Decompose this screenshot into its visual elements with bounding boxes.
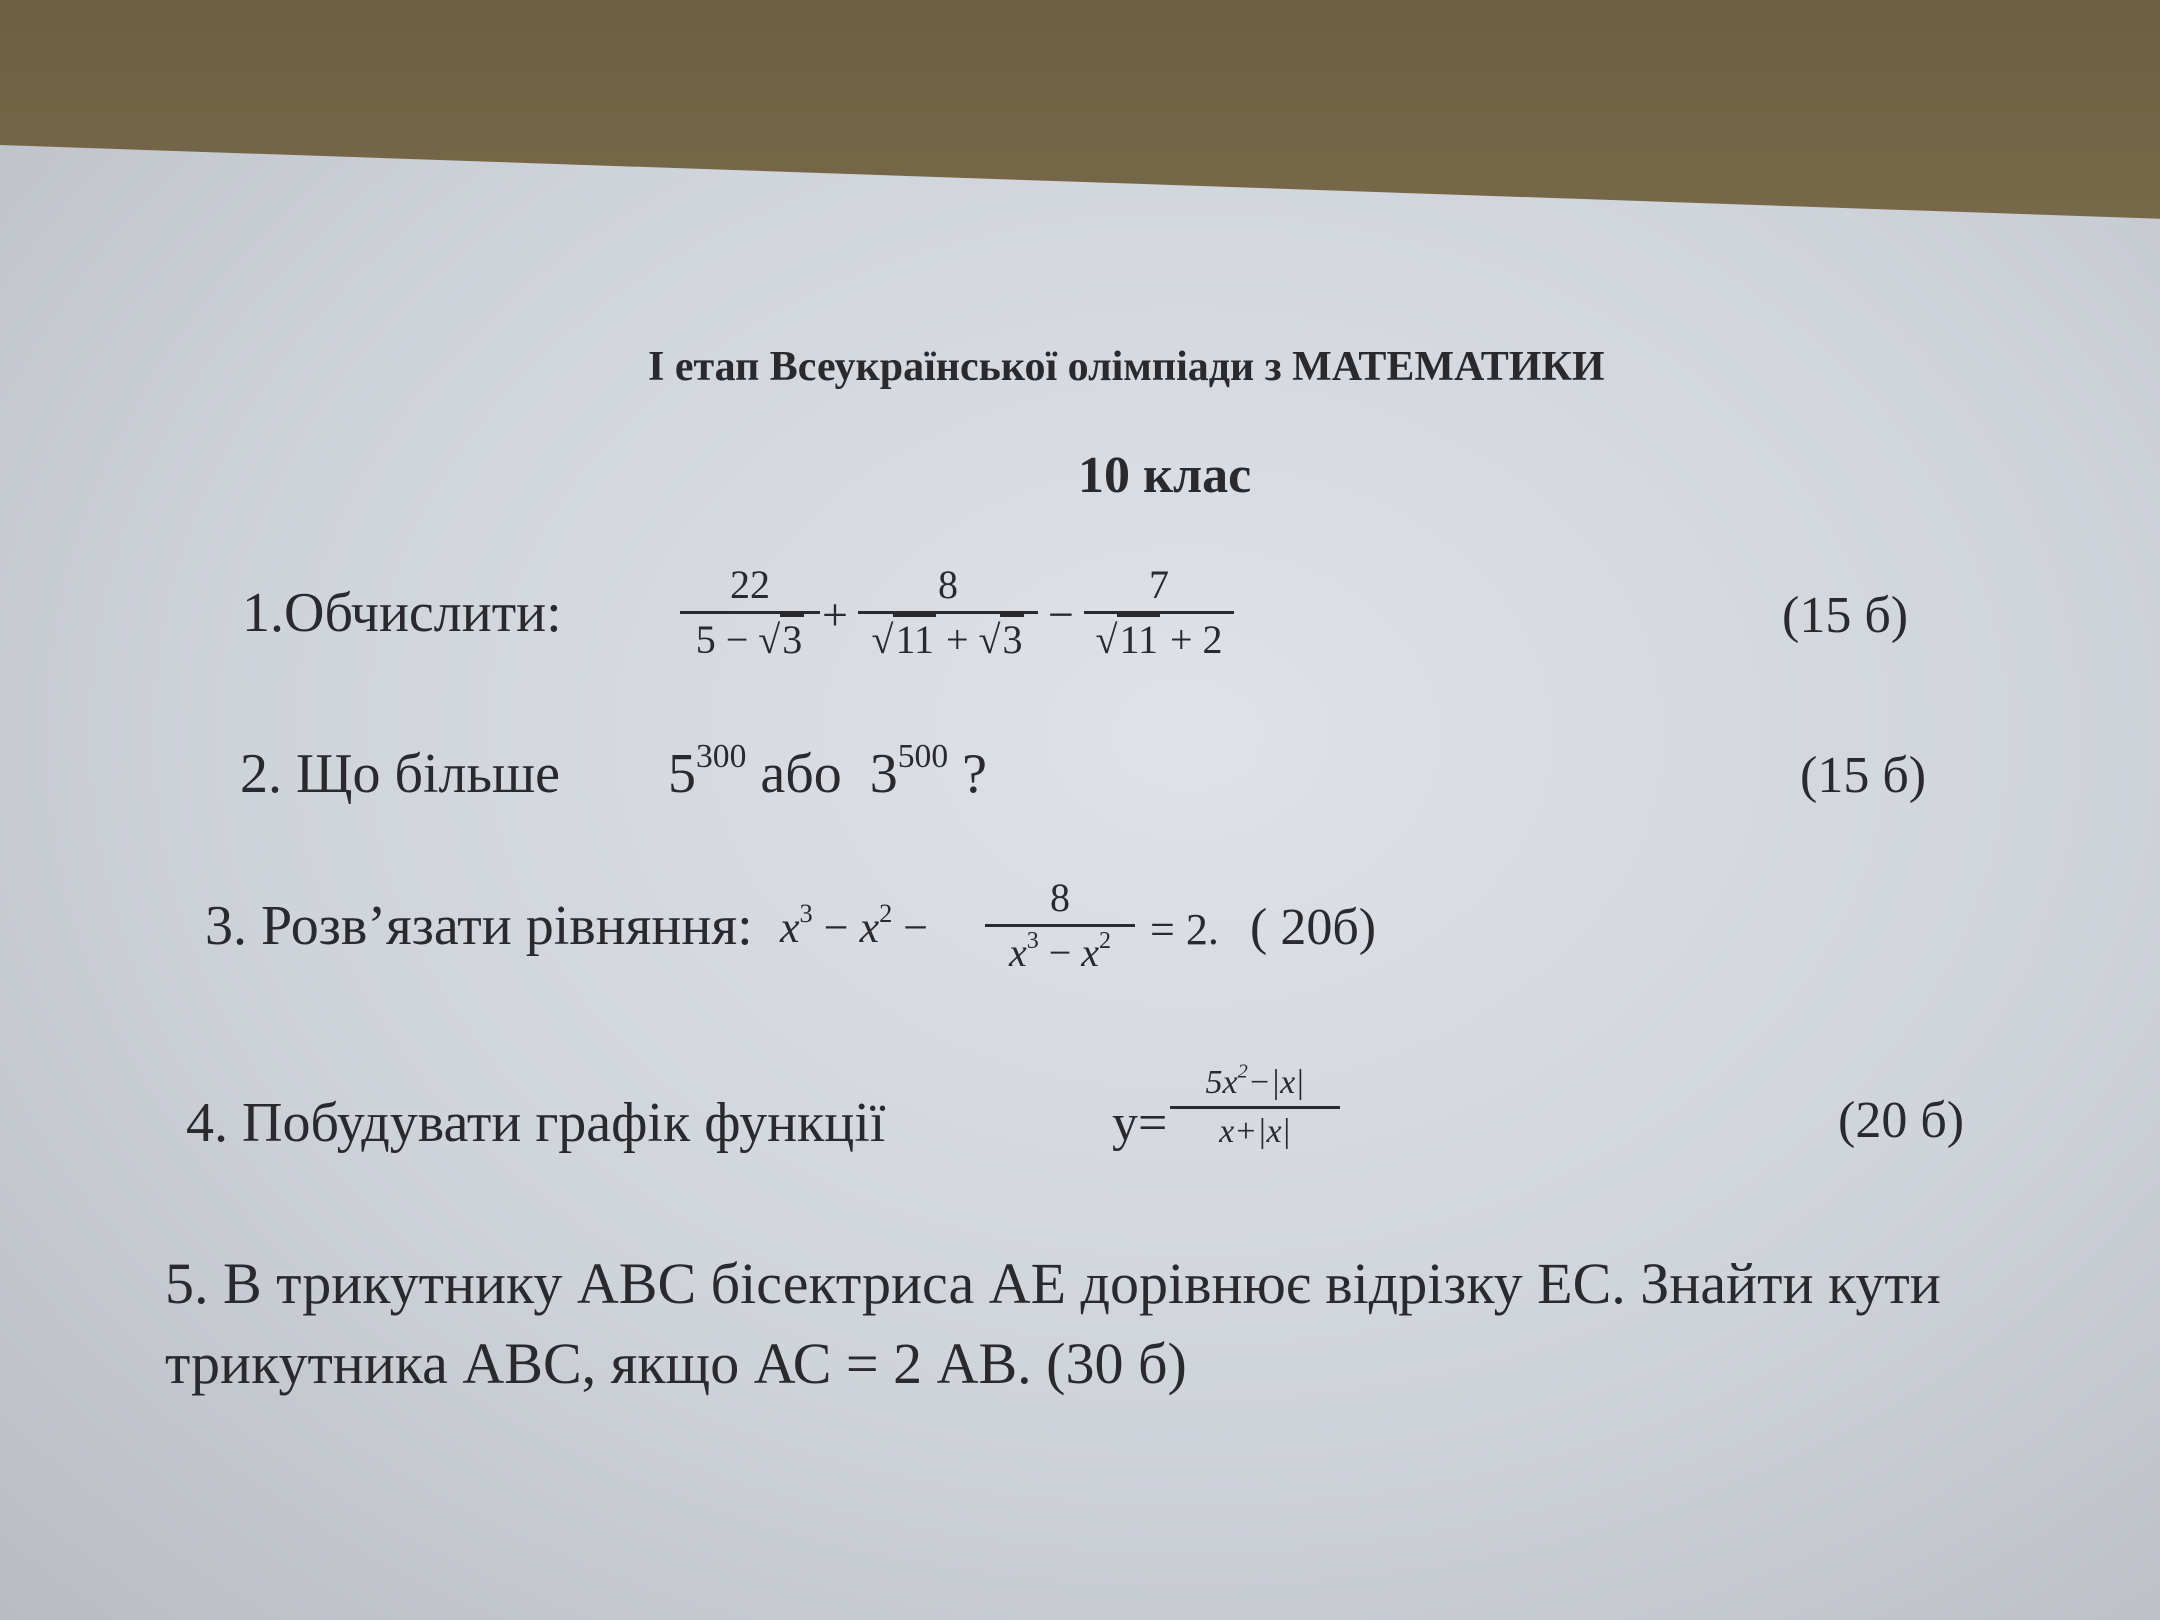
problem-3-lhs [780, 898, 929, 952]
fraction-numerator: 7 [1149, 562, 1169, 607]
problem-2-expression [668, 737, 987, 805]
plus-operator: + [822, 589, 848, 640]
sqrt-radicand: 11 [1117, 614, 1160, 662]
var-x: x [1081, 930, 1100, 975]
problem-3-points: ( 20б) [1250, 899, 1377, 956]
fraction-numerator: 22 [730, 562, 770, 607]
den-text: + 2 [1159, 617, 1223, 662]
sqrt-radicand: 3 [1000, 614, 1024, 662]
fraction-numerator [1170, 1060, 1340, 1101]
den-text: + [935, 617, 979, 662]
var-x: x [859, 903, 880, 952]
den-text: 5 − [695, 617, 759, 662]
problem-1-points: (15 б) [1782, 587, 1909, 644]
fraction-denominator: 5 − √3 [680, 620, 820, 660]
exponent-2: 500 [897, 737, 949, 775]
problem-2-label: 2. Що більше [240, 743, 561, 805]
fraction-denominator: √11 + √3 [858, 620, 1038, 660]
problem-1-fraction-2 [858, 562, 1038, 662]
fraction-numerator: 8 [938, 562, 958, 607]
grade-heading: 10 клас [1078, 447, 1252, 504]
problem-3-fraction [985, 875, 1135, 975]
problem-2-points: (15 б) [1800, 747, 1927, 804]
minus: − [1038, 930, 1082, 975]
fraction-denominator [985, 928, 1135, 975]
problem-1-label: 1.Обчислити: [242, 582, 562, 644]
exponent: 2 [879, 898, 893, 929]
fraction-bar [1170, 1106, 1340, 1109]
problem-1-fraction-3 [1084, 562, 1234, 662]
minus: − [892, 903, 929, 952]
problem-4-fraction [1170, 1060, 1340, 1150]
problem-5-line-1: 5. В трикутнику АВС бісектриса АЕ дорівнює відрізку ЕС. Знайти кути [165, 1251, 1941, 1316]
sqrt-radicand: 11 [893, 614, 936, 662]
problem-1-fraction-1 [680, 562, 820, 662]
problem-4-points: (20 б) [1838, 1092, 1965, 1149]
num-text: 5x [1205, 1064, 1238, 1101]
var-x: x [780, 903, 800, 952]
fraction-numerator: 8 [1050, 875, 1070, 920]
fraction-bar [985, 924, 1135, 927]
comparison-word: або [760, 743, 842, 805]
exponent: 3 [799, 898, 813, 929]
function-y: y= [1112, 1095, 1168, 1152]
problem-3-label: 3. Розв’язати рівняння: [205, 895, 753, 957]
exponent: 2 [1099, 928, 1112, 954]
question-mark: ? [962, 743, 987, 805]
exponent: 2 [1237, 1060, 1248, 1083]
var-x: x [1008, 930, 1027, 975]
base-2: 3 [869, 743, 898, 805]
minus: − [812, 903, 860, 952]
exponent-1: 300 [696, 737, 747, 775]
page-title: I етап Всеукраїнської олімпіади з МАТЕМАТИКИ [648, 344, 1605, 390]
sqrt-radicand: 3 [780, 614, 804, 662]
problem-4-label: 4. Побудувати графік функції [186, 1092, 886, 1154]
problem-5-line-2: трикутника АВС, якщо АС = 2 АВ. (30 б) [165, 1331, 1187, 1396]
fraction-denominator: √11 + 2 [1084, 620, 1234, 660]
fraction-denominator: x+|x| [1219, 1113, 1291, 1150]
num-text: −|x| [1247, 1064, 1305, 1101]
problem-3-rhs: = 2. [1150, 905, 1219, 954]
minus-operator: − [1048, 589, 1074, 640]
base-1: 5 [668, 743, 696, 805]
exponent: 3 [1026, 928, 1039, 954]
